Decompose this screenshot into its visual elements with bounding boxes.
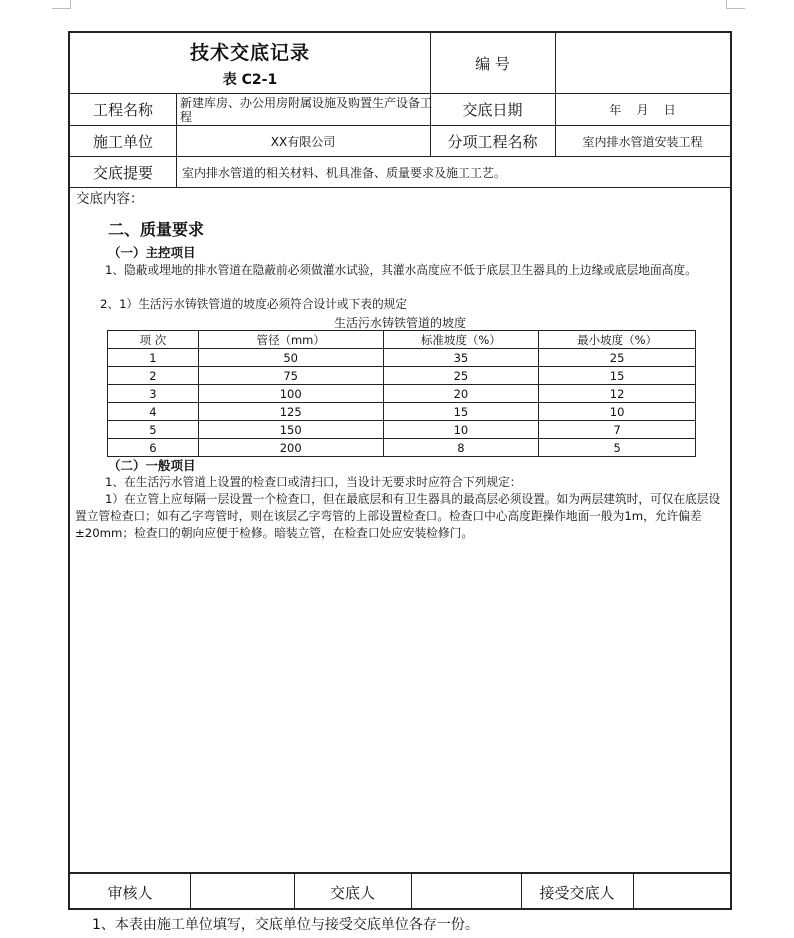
table-row bbox=[108, 367, 696, 385]
table-cell: 3 bbox=[108, 385, 199, 403]
subproject-label: 分项工程名称 bbox=[447, 132, 538, 151]
table-header-cell: 标准坡度（%） bbox=[383, 331, 539, 349]
main-items-title: （一）主控项目 bbox=[108, 245, 196, 260]
table-cell: 1 bbox=[108, 349, 199, 367]
table-row bbox=[108, 349, 696, 367]
project-name-field[interactable]: 新建库房、办公用房附属设施及购置生产设备工程 bbox=[180, 95, 433, 124]
table-cell: 50 bbox=[198, 349, 383, 367]
signature-row bbox=[70, 872, 730, 910]
date-label: 交底日期 bbox=[462, 101, 523, 119]
table-cell: 35 bbox=[383, 349, 539, 367]
reviewer-field[interactable] bbox=[190, 874, 294, 910]
table-row bbox=[108, 439, 696, 457]
table-cell: 10 bbox=[539, 403, 696, 421]
page-corner-mark-right bbox=[726, 0, 745, 9]
table-cell: 15 bbox=[539, 367, 696, 385]
table-cell: 2 bbox=[108, 367, 199, 385]
form-title-block bbox=[70, 33, 430, 93]
table-cell: 200 bbox=[198, 439, 383, 457]
table-header-cell: 管径（mm） bbox=[198, 331, 383, 349]
table-header-cell: 最小坡度（%） bbox=[539, 331, 696, 349]
table-row bbox=[108, 403, 696, 421]
project-name-label: 工程名称 bbox=[92, 101, 153, 119]
table-cell: 25 bbox=[383, 367, 539, 385]
number-field[interactable] bbox=[555, 33, 730, 93]
summary-field[interactable]: 室内排水管道的相关材料、机具准备、质量要求及施工工艺。 bbox=[182, 165, 507, 180]
table-cell: 20 bbox=[383, 385, 539, 403]
table-cell: 6 bbox=[108, 439, 199, 457]
unit-label: 施工单位 bbox=[92, 132, 153, 151]
table-cell: 15 bbox=[383, 403, 539, 421]
table-cell: 4 bbox=[108, 403, 199, 421]
table-cell: 5 bbox=[539, 439, 696, 457]
table-cell: 25 bbox=[539, 349, 696, 367]
slope-table bbox=[107, 330, 696, 457]
discloser-field[interactable] bbox=[411, 874, 521, 910]
footnote: 1、本表由施工单位填写，交底单位与接受交底单位各存一份。 bbox=[92, 917, 479, 933]
table-header-row bbox=[108, 331, 696, 349]
content-label: 交底内容： bbox=[76, 191, 144, 207]
unit-field[interactable]: XX有限公司 bbox=[270, 134, 336, 149]
page-corner-mark-left bbox=[52, 0, 71, 9]
disclosure-form bbox=[68, 31, 732, 910]
table-header-cell: 项 次 bbox=[108, 331, 199, 349]
discloser-label: 交底人 bbox=[329, 883, 375, 902]
table-cell: 12 bbox=[539, 385, 696, 403]
date-field[interactable]: 年 月 日 bbox=[609, 103, 676, 117]
form-code: 表 C2-1 bbox=[222, 71, 278, 88]
table-cell: 7 bbox=[539, 421, 696, 439]
table-cell: 10 bbox=[383, 421, 539, 439]
table-cell: 8 bbox=[383, 439, 539, 457]
table-cell: 100 bbox=[198, 385, 383, 403]
receiver-label: 接受交底人 bbox=[539, 883, 615, 902]
number-label: 编 号 bbox=[475, 54, 510, 73]
general-items-paragraph-2: 1）在立管上应每隔一层设置一个检查口，但在最底层和有卫生器具的最高层必须设置。如为两层建筑时，可仅在底层设置立管检查口；如有乙字弯管时，则在该层乙字弯管的上部设置检查口。检查口中心高度距操作地面一般为1m，允许偏差±20mm；检查口的朝向应便于检修。暗装立管，在检查口处应安装检修门。 bbox=[75, 492, 721, 540]
main-items-paragraph-1: 1、隐蔽或埋地的排水管道在隐蔽前必须做灌水试验，其灌水高度应不低于底层卫生器具的上边缘或底层地面高度。 bbox=[105, 263, 697, 277]
reviewer-label: 审核人 bbox=[107, 883, 153, 902]
table-cell: 125 bbox=[198, 403, 383, 421]
section-title: 二、质量要求 bbox=[108, 220, 205, 239]
main-items-paragraph-2: 2、1）生活污水铸铁管道的坡度必须符合设计或下表的规定 bbox=[100, 297, 408, 311]
table-caption: 生活污水铸铁管道的坡度 bbox=[333, 316, 466, 330]
summary-label: 交底提要 bbox=[92, 163, 153, 182]
table-row bbox=[108, 421, 696, 439]
form-title: 技术交底记录 bbox=[189, 41, 310, 64]
table-cell: 5 bbox=[108, 421, 199, 439]
table-cell: 150 bbox=[198, 421, 383, 439]
receiver-field[interactable] bbox=[633, 874, 730, 910]
table-row bbox=[108, 385, 696, 403]
general-items-paragraph-1: 1、在生活污水管道上设置的检查口或清扫口，当设计无要求时应符合下列规定： bbox=[105, 475, 522, 489]
general-items-title: （二）一般项目 bbox=[108, 458, 196, 473]
subproject-field[interactable]: 室内排水管道安装工程 bbox=[582, 134, 703, 149]
table-cell: 75 bbox=[198, 367, 383, 385]
